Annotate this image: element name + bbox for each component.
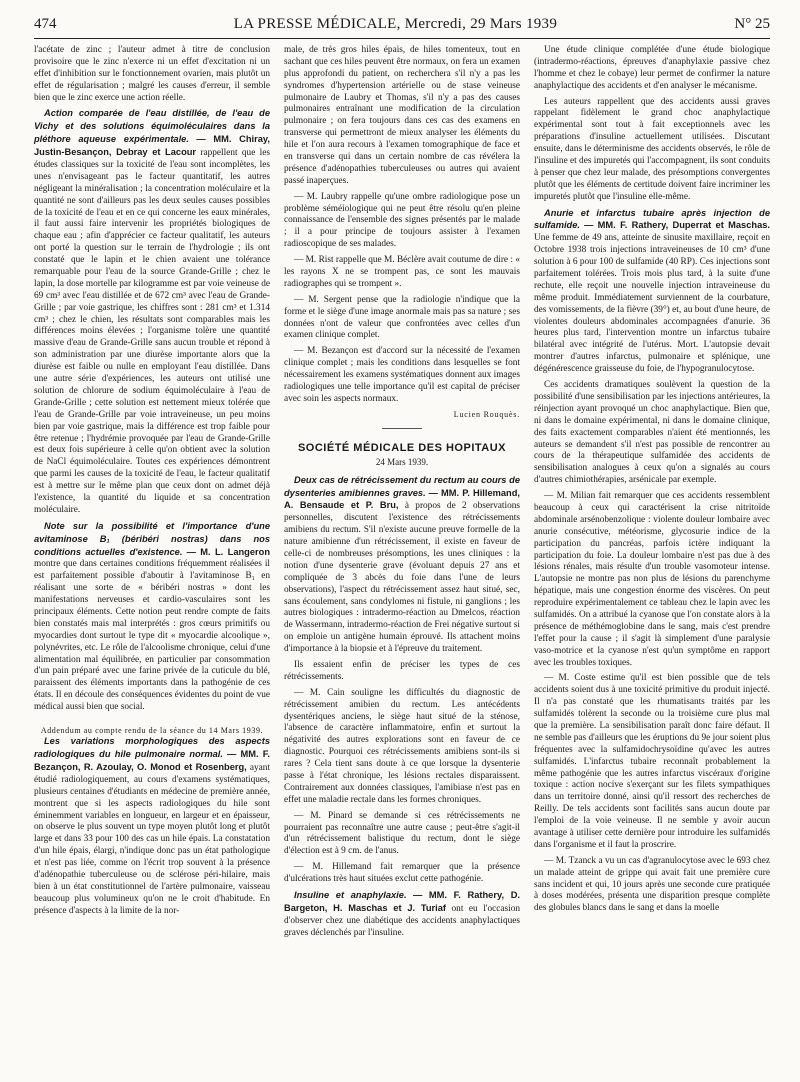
article-text: ont eu l'occasion d'observer chez une diabétique des accidents anaphylactiques graves déclenchés par l'insuline.: [284, 903, 521, 938]
society-heading: SOCIÉTÉ MÉDICALE DES HOPITAUX: [297, 442, 507, 455]
article-text: à propos de 2 observations personnelles, discutent l'existence des rétrécissements amibiens du rectum. S'il n'existe aucune preuve formelle de la nature amibienne d'un rétrécissement, il existe en faveur de celle-ci de nombreuses présomptions, les unes cliniques : la notion d'une dysenterie grave (évoluant depuis 27 ans et compliquée de 3 abcès du foie dans l'une de leurs observations), l'aspect du rétrécissement assez haut situé, sec, sans écoulement, sans condylomes ni fistule, ni ganglions ; les autres biologiques : intradermo-réaction au Dmelcos, réaction de Wassermann, intradermo-réaction de Frei négative surtout si on emploie un antigène humain éprouvé. Ils attachent moins d'importance à la biopsie et à l'épreuve du traitement.: [284, 501, 520, 655]
article-authors: — MM. F. Rathery, Duperrat et Maschas.: [584, 220, 770, 231]
article-text: rappellent que les études classiques sur la toxicité de l'eau sont incomplètes, les unes n'envisageant pas le facteur quantitatif, les autres négligeant la minéralisation ; la concentration moléculaire et la quantité ne sont d'ailleurs pas les deux seules causes possibles de la toxicité de l'eau et en ce qui concerne les eaux minérales, il faut aussi faire intervenir les propriétés biologiques de chaque eau ; afin d'apprécier ce facteur qualitatif, les auteurs ont porté la question sur le terrain de l'hydrologie ; ils ont constaté que le lapin et le chien avaient une tolérance remarquable pour l'eau de la source Grande-Grille ; chez le lapin, la dose mortelle par kilogramme est par voie veineuse de 69 cm³ avec l'eau distillée et de 672 cm³ avec l'eau de Grande-Grille ; par voie gastrique, les chiffres sont : 281 cm³ et 1.314 cm³ ; chez le chien, les résultats sont comparables mais les différences moins élevées ; l'organisme tolère une quantité massive d'eau de Grande-Grille sans aucun trouble et répond à son administration par une diurèse importante alors que la diurèse est faible ou nulle en employant l'eau distillée. Dans une autre série d'expériences, les auteurs ont utilisé une solution de chlorure de sodium équimoléculaire à l'eau de Grande-Grille ; cette solution est nettement mieux tolérée que l'eau de Grande-Grille par voie intraveineuse, un peu moins bien par voie gastrique, mais la différence est trop faible pour être retenue ; l'hydrémie provoquée par l'eau de Grande-Grille est deux fois supérieure à celle qu'on obtient avec la solution de NaCl équimoléculaire. Toutes ces expériences démontrent que parmi les causes de la toxicité de l'eau, le facteur qualitatif est à mettre sur le même plan que ceux dont on admet déjà l'existence, la quantité du liquide et sa concentration moléculaire.: [34, 148, 270, 515]
paragraph: Une étude clinique complétée d'une étude biologique (intradermo-réactions, épreuves d'anaphylaxie passive chez l'homme et chez le cobaye) leur permet de confirmer la nature anaphylactique des accidents et d'en analyser le mécanisme.: [534, 45, 770, 91]
column-2: [284, 45, 520, 1075]
article-title: Note sur la possibilité et l'importance d'une avitaminose B₁ (béribéri nostras) dans nos conditions actuelles d'existence.: [34, 520, 270, 557]
article-langeron: [34, 521, 270, 714]
discussion-rist: — M. Rist rappelle que M. Béclère avait coutume de dire : « les rayons X ne se trompent pas, ce sont les mauvais radiographes qui se trompent ».: [284, 255, 520, 289]
column-3: [534, 45, 770, 1075]
article-authors: — MM. P. Hillemand, A. Bensaude et P. Bru,: [284, 487, 520, 511]
article-rathery-insuline: [284, 890, 520, 940]
signature: Lucien Rouquès.: [453, 409, 520, 419]
text-columns: [34, 45, 770, 1075]
discussion-laubry: — M. Laubry rappelle qu'une ombre radiologique pose un problème séméiologique qui ne peut être résolu qu'en pleine connaissance de l'ensemble des signes présentés par le malade ; il a pour principe de toujours assister à l'examen radioscopique de ses malades.: [284, 191, 520, 250]
article-chiray: [34, 108, 270, 516]
article-rathery-sulfamide: [534, 208, 770, 376]
article-title: Action comparée de l'eau distillée, de l'eau de Vichy et des solutions équimoléculaires dans la pléthore aqueuse expérimentale.: [34, 108, 270, 145]
divider: [382, 428, 422, 429]
article-title: Deux cas de rétrécissement du rectum au cours de dysenteries amibiennes graves.: [284, 474, 520, 498]
discussion-pinard: — M. Pinard se demande si ces rétrécissements ne pourraient pas reconnaître une autre cause ; peut-être s'agit-il d'un rétrécissement balistique du rectum, dont le siège d'élection est à 9 cm. de l'anus.: [284, 810, 520, 857]
journal-title: LA PRESSE MÉDICALE, Mercredi, 29 Mars 1939: [233, 16, 558, 32]
paragraph: Les auteurs rappellent que des accidents aussi graves rappelant fidèlement le grand choc anaphylactique expérimental sont tout à fait exceptionnels avec les préparations d'insuline actuellement utilisées. Discutant ensuite, dans le déterminisme des accidents observés, le rôle de l'insuline et des impuretés qui l'accompagnent, ils sont conduits à penser que chez leur malade, des présomptions convergentes plutôt que les éléments de certitude doivent faire incriminer les impuretés plutôt que l'insuline elle-même.: [534, 96, 770, 202]
paragraph: l'acétate de zinc ; l'auteur admet à titre de conclusion provisoire que le zinc n'exerce ni un effet d'excitation ni un effet d'inhibition sur le fonctionnement ovarien, mais plutôt un effet de régularisation ; malgré les causes d'erreur, il semble bien que le zinc exerce une action réelle.: [34, 45, 270, 103]
article-authors: — MM. F. Rathery, D. Bargeton, H. Maschas et J. Turiaf: [284, 890, 520, 913]
article-authors: — MM. F. Bezançon, R. Azoulay, O. Monod et Rosenberg,: [34, 749, 271, 772]
discussion-bezancon: — M. Bezançon est d'accord sur la nécessité de l'examen clinique complet ; mais les conditions dans lesquelles se font nécessairement les examens systématiques donnent aux images radiologiques une telle importance qu'il est capital de préciser avec soin les aspects normaux.: [284, 346, 520, 404]
running-head: [34, 16, 770, 39]
article-authors: — MM. Chiray, Justin-Besançon, Debray et Lacour: [34, 134, 270, 158]
discussion-cain: — M. Cain souligne les difficultés du diagnostic de rétrécissement amibien du rectum. Les antécédents dysentériques anciens, le siège haut situé de la sténose, l'absence de caractère inflammatoire, enfin et surtout la négativité des autres explorations sont en faveur de ce diagnostic. Pourquoi ces rétrécissements amibiens sont-ils si rares ? Cela tient sans doute à ce que lorsque la dysenterie passe à l'état chronique, les lésions rectales disparaissent. Contrairement aux données classiques, l'amibiase n'est pas en effet une maladie rectale dans les formes chroniques.: [284, 687, 520, 805]
addendum-heading: Addendum au compte rendu de la séance du 14 Mars 1939.: [40, 725, 264, 735]
discussion-milian: — M. Milian fait remarquer que ces accidents ressemblent beaucoup à ceux qui caractérisent la crise nitritoïde abdominale arsénobenzolique : violente douleur lombaire avec anurie consécutive, météorisme, glycosurie indice de la participation du pancréas, parfois ictère indiquant la participation du foie. La douleur lombaire n'est pas due à des lésions rénales, mais résulte d'un trouble vasomoteur intense. L'autopsie ne montre pas non plus de lésions du parenchyme hépatique, mais une congestion énorme des viscères. On peut reproduire expérimentalement ce tableau chez le lapin avec les sulfamidés. On a attribué la cyanose que l'on constate alors à la présence de méthémoglobine dans le sang, mais c'est prendre l'effet pour la cause ; il s'agit là simplement d'une paralysie vaso-motrice et la cyanose n'est qu'un symptôme en rapport avec les troubles toxiques.: [534, 491, 770, 668]
page-number: 474: [34, 16, 57, 32]
article-title: Insuline et anaphylaxie.: [294, 890, 407, 901]
paragraph: Ces accidents dramatiques soulèvent la question de la possibilité d'une sensibilisation par les injections antérieures, la réinjection ayant provoqué un choc anaphylactique. Bien que, ni dans le domaine expérimental, ni dans le domaine clinique, des faits exactement comparables n'aient été mentionnés, les auteurs se demandent s'il n'est pas possible de rencontrer au cours de la thérapeutique sulfamidée des accidents de sensibilisation analogues à ceux qu'on a signalés au cours d'autres chimiothérapies, arsénicale par exemple.: [534, 380, 770, 486]
article-text: ayant étudié radiologiquement, au cours d'examens systématiques, plusieurs centaines d'étudiants en médecine de première année, montrent que si les aspects radiologiques du hile sont éminemment variables en longueur, en largeur et en épaisseur, on observe le plus souvent un type moyen plutôt long et plutôt large et dans 33 pour 100 des cas un hile épais. La constatation d'un hile épais, élargi, n'indique donc pas un état pathologique et n'est pas liée, comme on l'écrit trop souvent à la présence d'adénopathie tuberculeuse ou de sclérose péri-hilaire, mais bien à un état constitutionnel de l'artère pulmonaire, vaisseau beaucoup plus volumineux qu'on ne le croit d'habitude. En présence d'aspects à la limite de la nor-: [34, 763, 270, 916]
discussion-hillemand: — M. Hillemand fait remarquer que la présence d'ulcérations très haut situées exclut cette pathogénie.: [284, 862, 520, 885]
paragraph: Ils essaient enfin de préciser les types de ces rétrécissements.: [284, 660, 520, 682]
discussion-coste: — M. Coste estime qu'il est bien possible que de tels accidents soient dus à une toxicité primitive du produit injecté. Il n'a pas constaté que les rhumatisants traités par les sulfamidés tolèrent la seconde ou la troisième cure plus mal que la première. La sensibilisation paraît donc faire défaut. Il ne semble pas d'ailleurs que les éruptions du 9e jour soient plus fréquentes avec la sulfamidochrysoïdine qu'avec les autres sulfamidés. L'infarctus tubaire reconnaît probablement la même pathogénie que les autres infarctus viscéraux d'origine toxique : action nocive s'exerçant sur les filets sympathiques dans un territoire donné, ainsi qu'il ressort des recherches de Reilly. De tels accidents sont facilités sans aucun doute par l'emploi de la voie veineuse. Il ne semble y avoir aucun avantage à utiliser cette dernière pour introduire les sulfamidés dans l'organisme et il faut la proscrire.: [534, 673, 770, 850]
article-title: Anurie et infarctus tubaire après injection de sulfamide.: [534, 207, 770, 231]
article-text: Une femme de 49 ans, atteinte de sinusite maxillaire, reçoit en Octobre 1938 trois injections intraveineuses de 10 cm³ d'une solution à 6 pour 100 de sulfamide (40 RP). Ces injections sont parfaitement tolérées. Trois mois plus tard, à la suite d'une rechute, elle reçoit une nouvelle injection intraveineuse du même produit. Immédiatement surviennent de la courbature, des vomissements, de la fièvre (39°) et, au bout d'une heure, de violentes douleurs abdominales accompagnées d'anurie. 36 heures plus tard, l'intervention montre un infarctus tubaire bilatéral avec intégrité de l'utérus. Mort. L'autopsie devait montrer d'autres infarctus, pulmonaire et splénique, une dégénérescence graisseuse du foie, de l'hypogranulocytose.: [534, 233, 770, 375]
issue-number: N° 25: [734, 16, 770, 32]
article-hillemand: [284, 475, 520, 656]
article-title: Les variations morphologiques des aspects radiologiques du hile pulmonaire normal.: [34, 736, 270, 760]
session-date: 24 Mars 1939.: [375, 457, 429, 468]
article-authors: — M. L. Langeron: [186, 546, 270, 557]
column-1: [34, 45, 270, 1075]
article-text: montre que dans certaines conditions fréquemment réalisées il est parfaitement possible d'aboutir à l'avitaminose B₁ en réalisant une sorte de « béribéri nostras » dont les manifestations nerveuses et cardio-vasculaires sont les principaux éléments. Cette notion peut rendre compte de faits bien constatés mais mal interprétés : gros cœurs primitifs ou myocardies dont surtout le type dit « myocardie alcoolique », polynévrites, etc. Le rôle de l'alcoolisme chronique, celui d'une alimentation mal équilibrée, en particulier par consommation d'un pain préparé avec une farine privée de la cuticule du blé, paraissent des éléments importants dans la pathogénie de ces états. Il en découle des conséquences évidentes du point de vue médical aussi bien que social.: [34, 559, 270, 713]
discussion-sergent: — M. Sergent pense que la radiologie n'indique que la forme et le siège d'une image anormale mais pas sa nature ; ses données n'ont de valeur que confrontées avec celles d'un examen clinique complet.: [284, 294, 520, 341]
discussion-tzanck: — M. Tzanck a vu un cas d'agranulocytose avec le 693 chez un malade atteint de grippe qui avait fait une première cure sans incident et qui, 10 jours après une seconde cure pratiquée à doses modérées, présenta une disparition presque complète des globules blancs dans le sang et dans la moelle: [534, 855, 770, 914]
article-bezancon: [34, 736, 270, 917]
paragraph: male, de très gros hiles épais, de hiles tomenteux, tout en sachant que ces hiles peuvent être normaux, on fera un examen plus approfondi du patient, on recherchera s'il n'y a pas les syndromes d'hypertension artérielle ou de stase veineuse pulmonaire de Laubry et Thomas, s'il n'y a pas des causes pulmonaires entraînant une modification de la circulation pulmonaire ; on fera toujours dans ces cas des examens en transverse qui permettront de mieux analyser les éléments du hile et l'on aura recours à l'examen tomographique de face et en transverse qui dans un certain nombre de cas révélera la présence d'adénopathies tuberculeuses ou autres qui avaient passé inaperçues.: [284, 45, 520, 186]
